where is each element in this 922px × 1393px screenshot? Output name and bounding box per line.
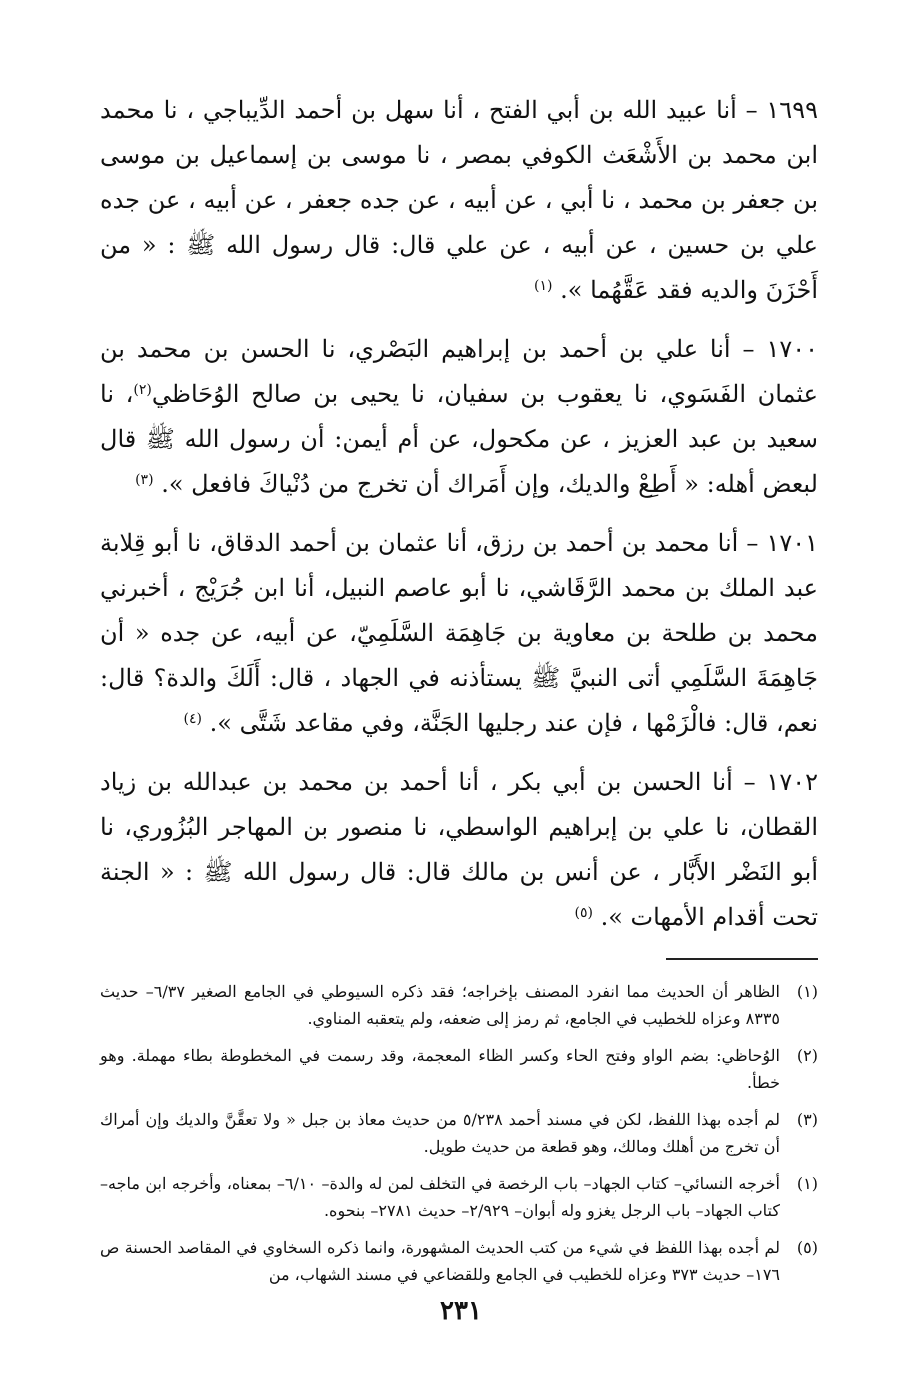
footnote-divider <box>666 958 818 960</box>
hadith-text: أنا علي بن أحمد بن إبراهيم البَصْري، نا الحسن بن محمد بن عثمان الفَسَوي، نا يعقوب بن سفيان، نا يحيى بن صالح الوُحَاظي <box>100 335 818 408</box>
hadith-number: ١٦٩٩ – <box>745 96 818 124</box>
footnote-ref: (٤) <box>183 711 202 727</box>
hadith-text: أنا الحسن بن أبي بكر ، أنا أحمد بن محمد بن عبدالله بن زياد القطان، نا علي بن إبراهيم الواسطي، نا منصور بن المهاجر البُزُوري، نا أبو النَضْر الأَبَّار ، عن أنس بن مالك قال: قال رسول الله ﷺ : « الجنة تحت أقدام الأمهات ». <box>100 768 818 931</box>
footnote-4 <box>100 1170 818 1224</box>
footnote-text: لم أجده بهذا اللفظ، لكن في مسند أحمد ٥/٢٣٨ من حديث معاذ بن جبل « ولا تعقَّنَّ والديك وإن أمراك أن تخرج من أهلك ومالك، وهو قطعة من حديث طويل. <box>100 1110 780 1156</box>
footnote-text: الظاهر أن الحديث مما انفرد المصنف بإخراجه؛ فقد ذكره السيوطي في الجامع الصغير ٦/٣٧– حديث ٨٣٣٥ وعزاه للخطيب في الجامع، ثم رمز إلى ضعفه، ولم يتعقبه المناوي. <box>100 982 780 1028</box>
hadith-text: أنا عبيد الله بن أبي الفتح ، أنا سهل بن أحمد الدِّيباجي ، نا محمد ابن محمد بن الأَشْعَث الكوفي بمصر ، نا موسى بن إسماعيل بن موسى بن جعفر بن محمد ، نا أبي ، عن أبيه ، عن جده جعفر ، عن أبيه ، عن جده علي بن حسين ، عن أبيه ، عن علي قال: قال رسول الله ﷺ : « من أَحْزَنَ والديه فقد عَقَّهُما ». <box>100 96 819 304</box>
footnote-ref: (١) <box>534 278 553 294</box>
footnote-5 <box>100 1234 818 1288</box>
footnote-text: الوُحاظي: بضم الواو وفتح الحاء وكسر الظاء المعجمة، وقد رسمت في المخطوطة بطاء مهملة. وهو خطأ. <box>100 1046 780 1092</box>
hadith-1702 <box>100 760 818 940</box>
hadith-number: ١٧٠٠ – <box>742 335 818 363</box>
footnote-text: لم أجده بهذا اللفظ في شيء من كتب الحديث المشهورة، وانما ذكره السخاوي في المقاصد الحسنة ص ١٧٦– حديث ٣٧٣ وعزاه للخطيب في الجامع وللقضاعي في مسند الشهاب، من <box>100 1238 780 1284</box>
hadith-text: أنا محمد بن أحمد بن رزق، أنا عثمان بن أحمد الدقاق، نا أبو قِلابة عبد الملك بن محمد الرَّقَاشي، نا أبو عاصم النبيل، أنا ابن جُرَيْج ، أخبرني محمد بن طلحة بن معاوية بن جَاهِمَة السَّلَمِيّ، عن أبيه، عن جده « أن جَاهِمَةَ السَّلَمِي أتى النبيَّ ﷺ يستأذنه في الجهاد ، قال: أَلَكَ والدة؟ قال: نعم، قال: فالْزَمْها ، فإن عند رجليها الجَنَّة، وفي مقاعد شَتَّى ». <box>100 529 818 737</box>
footnote-mark: (٣) <box>796 1110 818 1129</box>
footnote-ref: (٣) <box>135 472 154 488</box>
footnote-ref: (٢) <box>133 382 152 398</box>
footnote-mark: (١) <box>796 982 818 1001</box>
hadith-number: ١٧٠١ – <box>746 529 818 557</box>
footnote-ref: (٥) <box>574 905 593 921</box>
page-number: ٢٣١ <box>440 1296 482 1326</box>
hadith-number: ١٧٠٢ – <box>743 768 818 796</box>
hadith-1700 <box>100 327 818 507</box>
footnote-text: أخرجه النسائي– كتاب الجهاد– باب الرخصة في التخلف لمن له والدة– ٦/١٠– بمعناه، وأخرجه ابن ماجه– كتاب الجهاد– باب الرجل يغزو وله أبوان– ٢/٩٢٩– حديث ٢٧٨١– بنحوه. <box>100 1174 780 1220</box>
footnote-mark: (٥) <box>796 1238 818 1257</box>
hadith-1701 <box>100 521 818 746</box>
footnote-2 <box>100 1042 818 1096</box>
footnote-mark: (٢) <box>796 1046 818 1065</box>
footnote-mark: (١) <box>796 1174 818 1193</box>
footnote-1 <box>100 978 818 1032</box>
hadith-text-continued: ، نا سعيد بن عبد العزيز ، عن مكحول، عن أم أيمن: أن رسول الله ﷺ قال لبعض أهله: « أَطِعْ والديك، وإن أَمَراك أن تخرج من دُنْياكَ فافعل ». <box>100 380 818 498</box>
footnote-3 <box>100 1106 818 1160</box>
hadith-1699 <box>100 88 818 313</box>
